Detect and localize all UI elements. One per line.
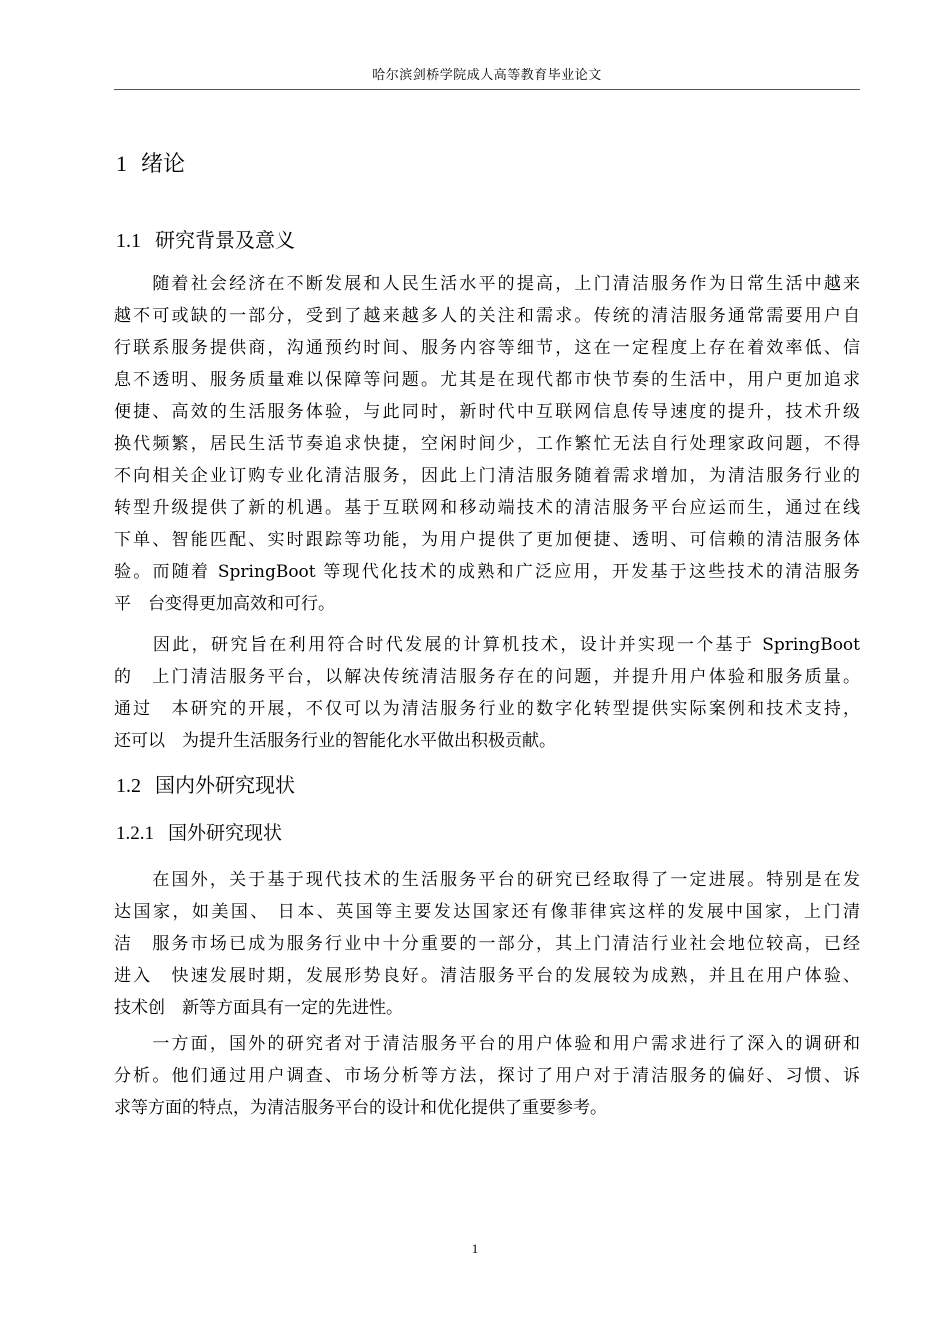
- text-line: 在国外，关于基于现代技术的生活服务平台的研究已经取得了一定进展。特别是在发: [114, 870, 860, 890]
- text-line: 息不透明、服务质量难以保障等问题。尤其是在现代都市快节奏的生活中，用户更加追求: [114, 370, 860, 390]
- text-line: 的 上门清洁服务平台，以解决传统清洁服务存在的问题，并提升用户体验和服务质量。: [114, 667, 860, 687]
- paragraph-foreign-2: [114, 1028, 860, 1124]
- text-line: 分析。他们通过用户调查、市场分析等方法，探讨了用户对于清洁服务的偏好、习惯、诉: [114, 1066, 860, 1086]
- subsection-number: 1.2.1: [116, 823, 154, 844]
- section-number: 1.1: [116, 230, 141, 252]
- text-line: 换代频繁，居民生活节奏追求快捷，空闲时间少，工作繁忙无法自行处理家政问题，不得: [114, 434, 860, 454]
- paragraph-foreign-1: [114, 864, 860, 1024]
- text-line: 进入 快速发展时期，发展形势良好。清洁服务平台的发展较为成熟，并且在用户体验、: [114, 966, 860, 986]
- section-number: 1.2: [116, 775, 141, 797]
- text-line: 洁 服务市场已成为服务行业中十分重要的一部分，其上门清洁行业社会地位较高，已经: [114, 934, 860, 954]
- text-line: 越不可或缺的一部分，受到了越来越多人的关注和需求。传统的清洁服务通常需要用户自: [114, 306, 860, 326]
- paragraph-background-1: [114, 268, 860, 620]
- chapter-title: 绪论: [141, 152, 186, 177]
- text-line: 行联系服务提供商，沟通预约时间、服务内容等细节，这在一定程度上存在着效率低、信: [114, 338, 860, 358]
- section-title: 国内外研究现状: [155, 773, 295, 797]
- text-line: 一方面，国外的研究者对于清洁服务平台的用户体验和用户需求进行了深入的调研和: [114, 1034, 860, 1054]
- page-number: 1: [471, 1241, 479, 1256]
- text-line: 技术创 新等方面具有一定的先进性。: [114, 998, 403, 1018]
- text-line: 验。而随着 SpringBoot 等现代化技术的成熟和广泛应用，开发基于这些技术的清洁服务: [114, 562, 860, 582]
- text-line: 因此，研究旨在利用符合时代发展的计算机技术，设计并实现一个基于 SpringBoot: [114, 635, 860, 655]
- text-line: 还可以 为提升生活服务行业的智能化水平做出积极贡献。: [114, 731, 556, 751]
- text-line: 通过 本研究的开展，不仅可以为清洁服务行业的数字化转型提供实际案例和技术支持，: [114, 699, 860, 719]
- text-line: 便捷、高效的生活服务体验，与此同时，新时代中互联网信息传导速度的提升，技术升级: [114, 402, 860, 422]
- chapter-heading: [116, 150, 185, 179]
- text-line: 平 台变得更加高效和可行。: [114, 594, 335, 614]
- running-header: 哈尔滨剑桥学院成人高等教育毕业论文: [372, 68, 602, 83]
- text-line: 转型升级提供了新的机遇。基于互联网和移动端技术的清洁服务平台应运而生，通过在线: [114, 498, 860, 518]
- section-heading-1-1: [116, 226, 295, 255]
- text-line: 达国家，如美国、 日本、英国等主要发达国家还有像菲律宾这样的发展中国家，上门清: [114, 902, 860, 922]
- header-divider: [114, 89, 860, 90]
- text-line: 求等方面的特点，为清洁服务平台的设计和优化提供了重要参考。: [114, 1098, 607, 1118]
- text-line: 不向相关企业订购专业化清洁服务，因此上门清洁服务随着需求增加，为清洁服务行业的: [114, 466, 860, 486]
- text-line: 随着社会经济在不断发展和人民生活水平的提高，上门清洁服务作为日常生活中越来: [114, 274, 860, 294]
- paragraph-background-2: [114, 629, 860, 757]
- subsection-heading-1-2-1: [116, 820, 282, 847]
- section-title: 研究背景及意义: [155, 228, 295, 252]
- chapter-number: 1: [116, 151, 127, 176]
- subsection-title: 国外研究现状: [168, 822, 283, 844]
- section-heading-1-2: [116, 771, 295, 800]
- text-line: 下单、智能匹配、实时跟踪等功能，为用户提供了更加便捷、透明、可信赖的清洁服务体: [114, 530, 860, 550]
